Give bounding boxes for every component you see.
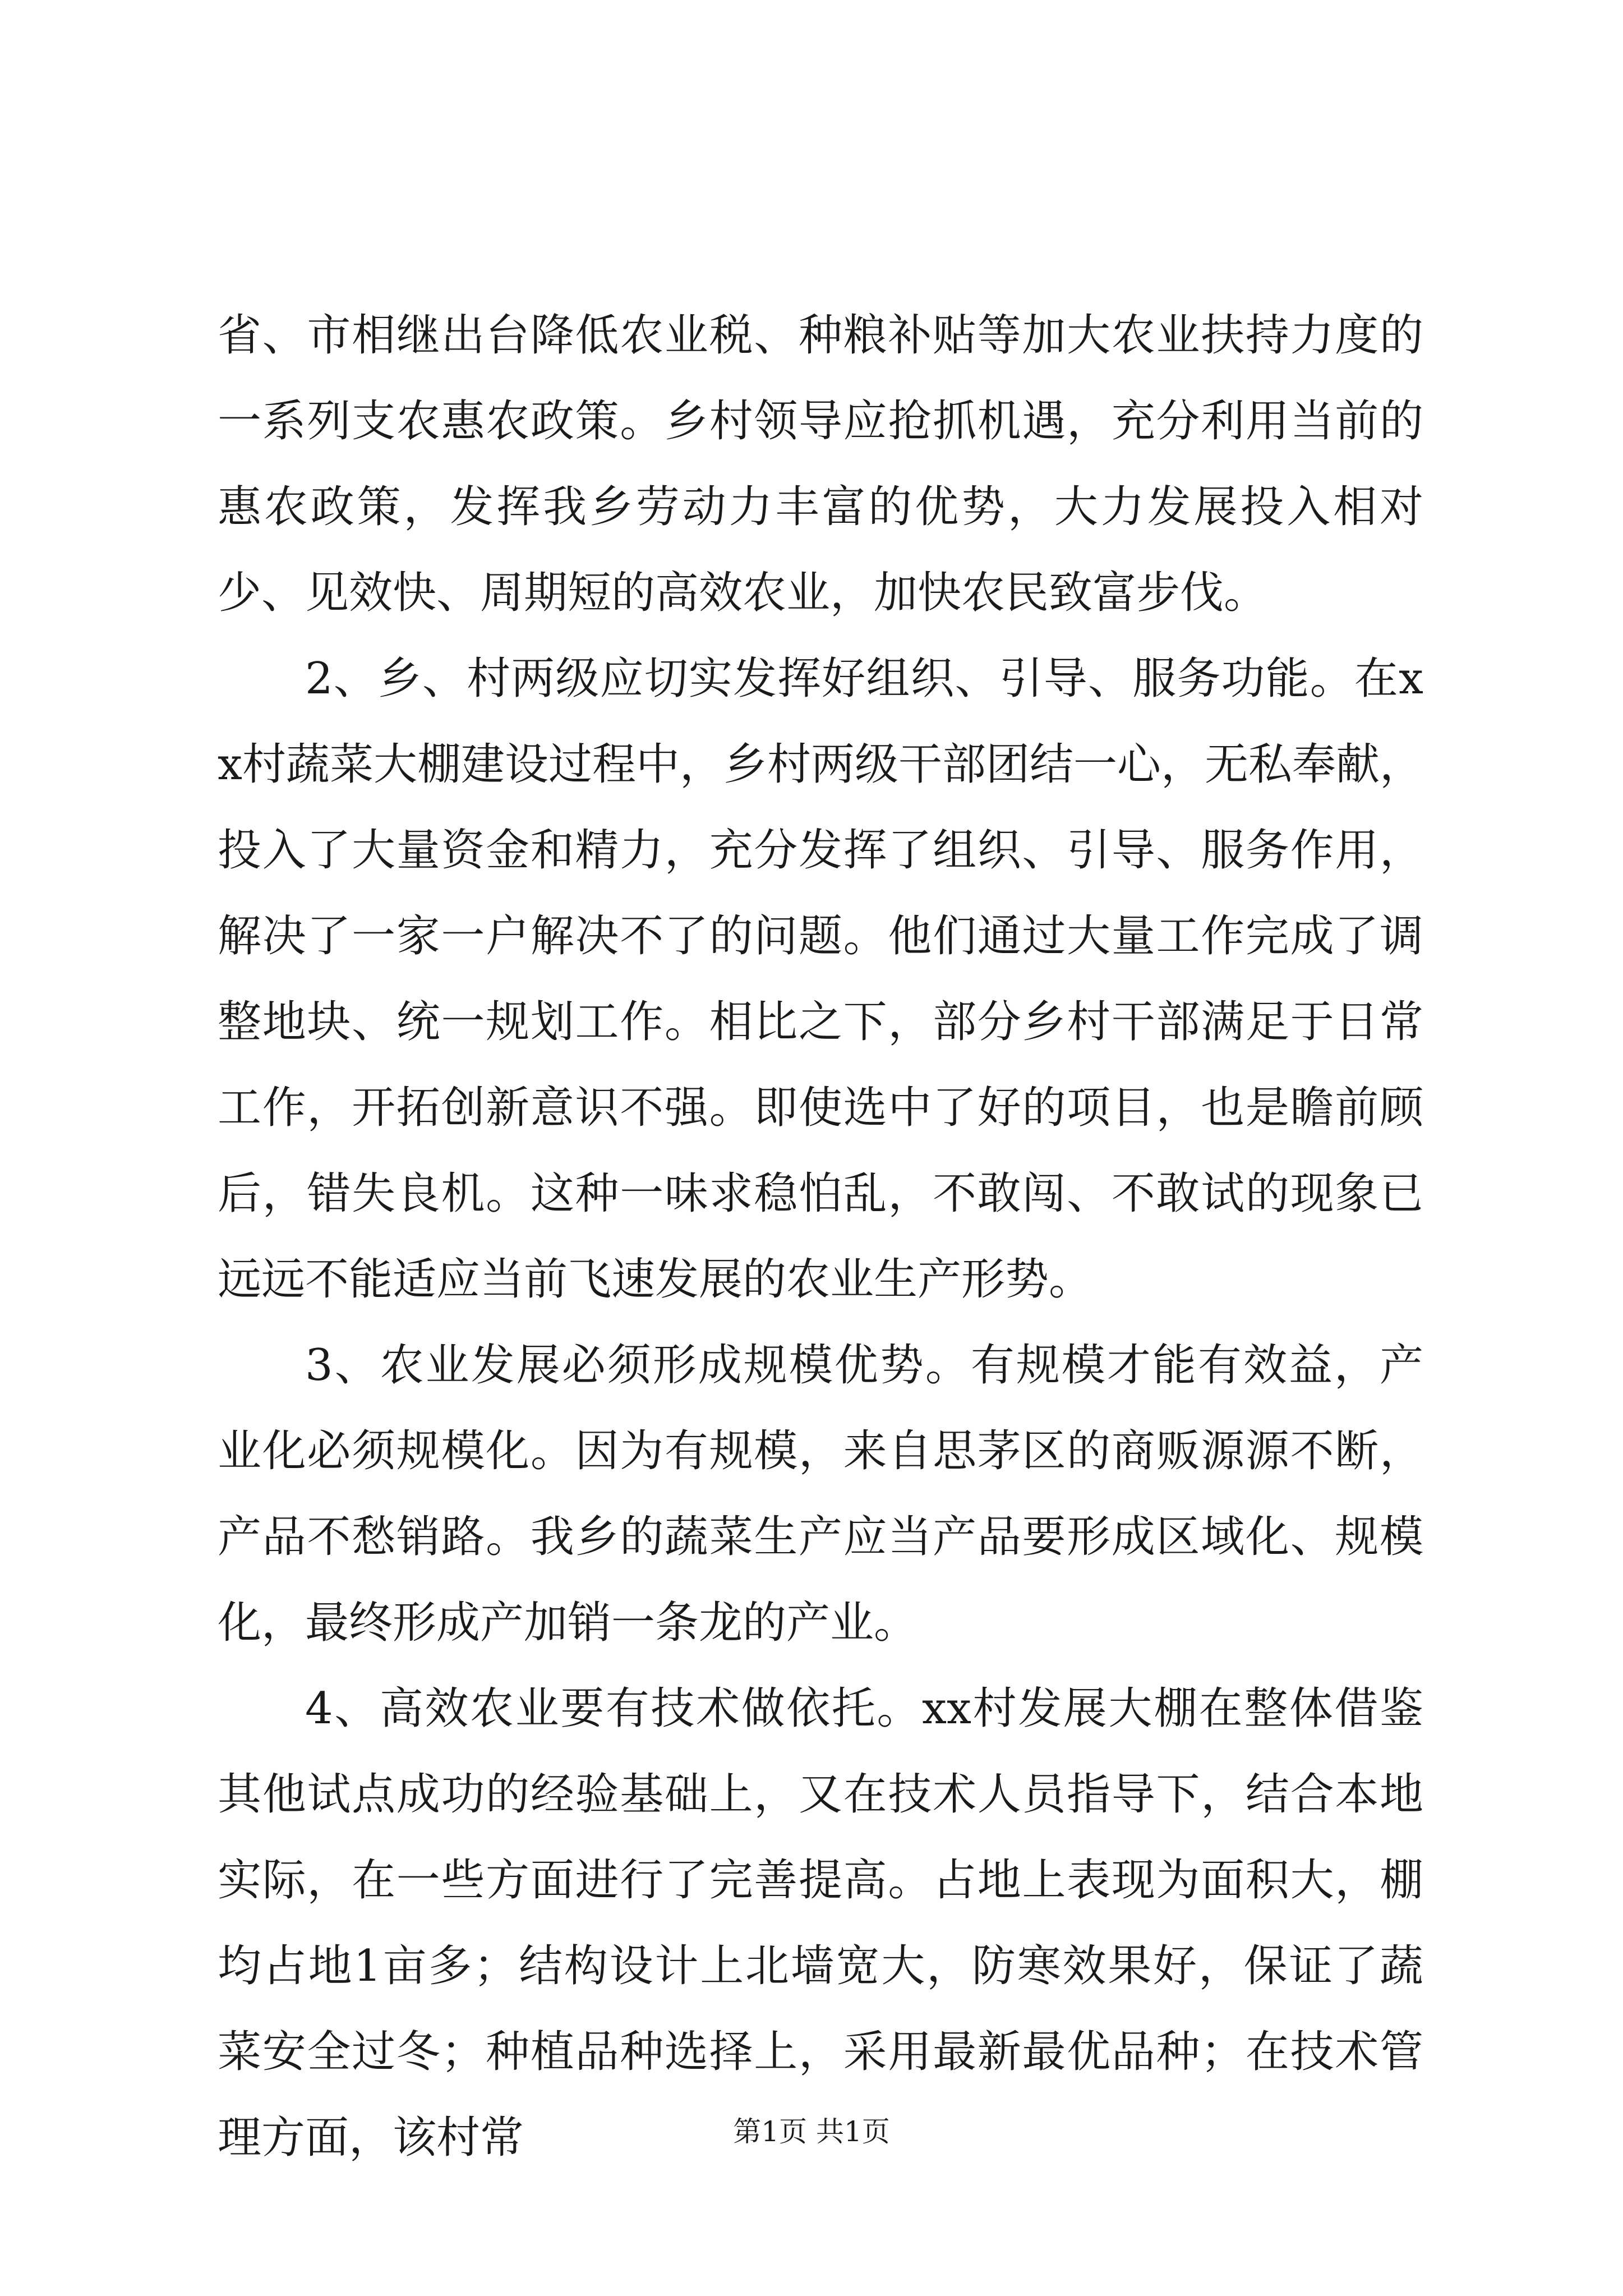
paragraph-2: 2、乡、村两级应切实发挥好组织、引导、服务功能。在xx村蔬菜大棚建设过程中，乡村两级干部团结一心，无私奉献，投入了大量资金和精力，充分发挥了组织、引导、服务作用，解决了一家一户解决不了的问题。他们通过大量工作完成了调整地块、统一规划工作。相比之下，部分乡村干部满足于日常工作，开拓创新意识不强。即使选中了好的项目，也是瞻前顾后，错失良机。这种一味求稳怕乱，不敢闯、不敢试的现象已远远不能适应当前飞速发展的农业生产形势。 — [218, 654, 1423, 1305]
paragraph-3: 3、农业发展必须形成规模优势。有规模才能有效益，产业化必须规模化。因为有规模，来自思茅区的商贩源源不断，产品不愁销路。我乡的蔬菜生产应当产品要形成区域化、规模化，最终形成产加销一条龙的产业。 — [218, 1340, 1423, 1648]
paragraph-4: 4、高效农业要有技术做依托。xx村发展大棚在整体借鉴其他试点成功的经验基础上，又在技术人员指导下，结合本地实际，在一些方面进行了完善提高。占地上表现为面积大，棚均占地1亩多；结构设计上北墙宽大，防寒效果好，保证了蔬菜安全过冬；种植品种选择上，采用最新最优品种；在技术管理方面，该村常 — [218, 1683, 1423, 2163]
paragraph-1: 省、市相继出台降低农业税、种粮补贴等加大农业扶持力度的一系列支农惠农政策。乡村领导应抢抓机遇，充分利用当前的惠农政策，发挥我乡劳动力丰富的优势，大力发展投入相对少、见效快、周期短的高效农业，加快农民致富步伐。 — [218, 310, 1423, 618]
page-number-footer: 第1页 共1页 — [733, 2115, 890, 2148]
document-body — [218, 293, 1423, 2181]
